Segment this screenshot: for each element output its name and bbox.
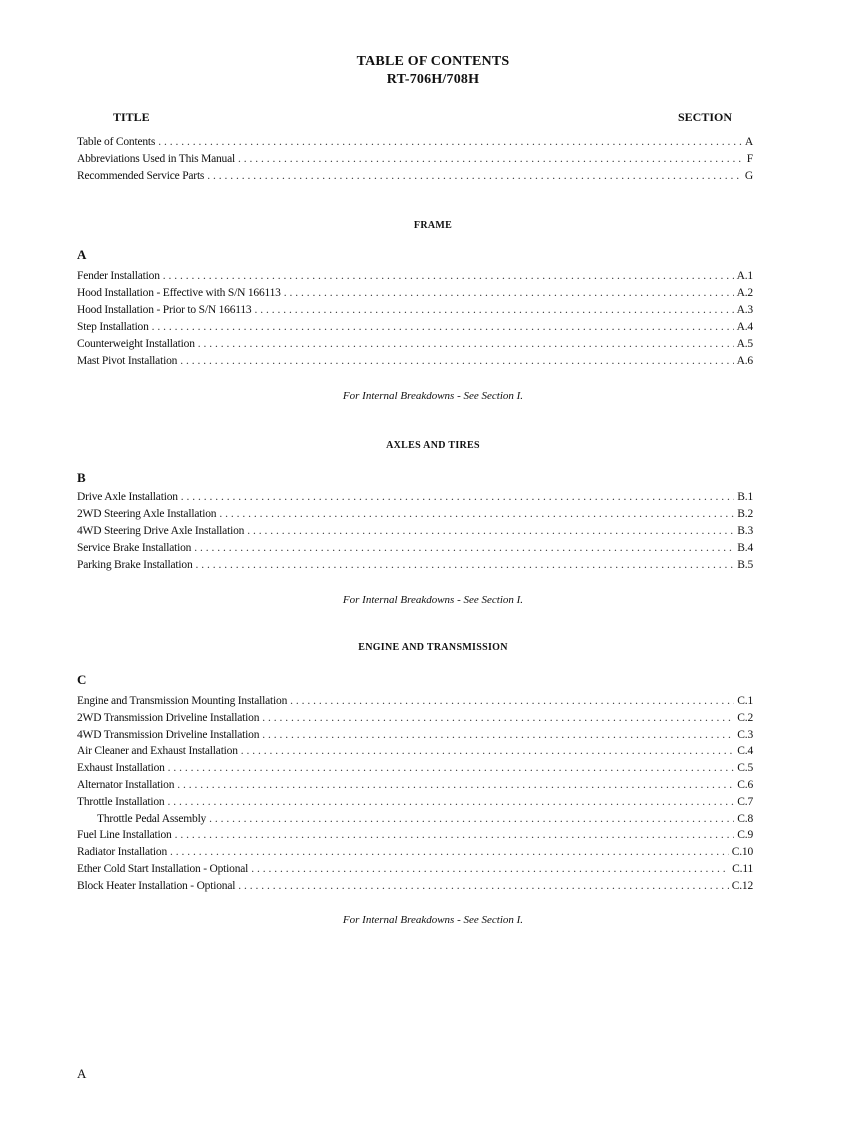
dot-leader [262, 727, 734, 744]
entry-section: C.7 [737, 795, 753, 808]
entry-section: A.5 [736, 338, 753, 350]
dot-leader [180, 353, 733, 370]
entry-section: A.6 [736, 355, 753, 367]
entry-title: Abbreviations Used in This Manual [77, 153, 235, 165]
dot-leader [255, 302, 734, 319]
entry-title: Air Cleaner and Exhaust Installation [77, 745, 238, 758]
section-note: For Internal Breakdowns - See Section I. [342, 594, 524, 606]
entry-title: Hood Installation - Prior to S/N 166113 [77, 304, 252, 316]
entry-title: Table of Contents [77, 136, 156, 148]
entry-title: Exhaust Installation [77, 762, 165, 775]
toc-entry[interactable] [77, 710, 753, 727]
toc-entry[interactable] [77, 743, 753, 760]
dot-leader [238, 878, 729, 895]
entry-title: Recommended Service Parts [77, 170, 205, 182]
section-note: For Internal Breakdowns - See Section I. [342, 390, 524, 402]
toc-entry[interactable] [77, 336, 753, 353]
entry-section: B.1 [737, 491, 753, 503]
entry-title: Engine and Transmission Mounting Installation [77, 695, 288, 707]
dot-leader [168, 760, 735, 777]
dot-leader [167, 794, 734, 811]
entry-title: Mast Pivot Installation [77, 355, 178, 367]
toc-entry[interactable] [77, 285, 753, 302]
section-letter: C [77, 672, 87, 687]
model-number: RT-706H/708H [386, 72, 480, 87]
entry-section: C.5 [737, 762, 753, 775]
entry-section: C.8 [737, 812, 753, 825]
toc-entry[interactable] [77, 523, 753, 540]
dot-leader [219, 506, 734, 523]
document-title: TABLE OF CONTENTS [356, 54, 510, 69]
section-letter: B [77, 470, 86, 485]
toc-entry[interactable] [77, 794, 753, 811]
entry-section: C.10 [731, 846, 753, 859]
entry-section: C.2 [737, 711, 753, 724]
entry-title: 2WD Transmission Driveline Installation [77, 711, 260, 724]
dot-leader [207, 168, 742, 185]
toc-entry[interactable] [77, 134, 753, 151]
toc-entry[interactable] [77, 540, 753, 557]
toc-entry[interactable] [77, 727, 753, 744]
toc-entry[interactable] [77, 844, 753, 861]
entry-title: Step Installation [77, 321, 149, 333]
entry-section: G [744, 170, 753, 182]
entry-title: 4WD Steering Drive Axle Installation [77, 525, 245, 537]
dot-leader [175, 827, 735, 844]
entry-section: A.4 [736, 321, 753, 333]
dot-leader [196, 557, 735, 574]
entry-title: Parking Brake Installation [77, 559, 193, 571]
dot-leader [238, 151, 744, 168]
toc-entry[interactable] [77, 168, 753, 185]
dot-leader [198, 336, 734, 353]
toc-entry[interactable] [77, 760, 753, 777]
dot-leader [241, 743, 735, 760]
dot-leader [158, 134, 742, 151]
dot-leader [290, 693, 734, 710]
entry-title: Fender Installation [77, 270, 160, 282]
entry-section: B.2 [737, 508, 753, 520]
entry-section: F [746, 153, 753, 165]
entry-section: C.9 [737, 829, 753, 842]
entry-title: Drive Axle Installation [77, 491, 178, 503]
toc-entry[interactable] [77, 557, 753, 574]
dot-leader [284, 285, 734, 302]
column-header-section: SECTION [678, 110, 733, 124]
entry-title: Ether Cold Start Installation - Optional [77, 862, 249, 875]
entry-title: Hood Installation - Effective with S/N 166113 [77, 287, 281, 299]
dot-leader [181, 489, 735, 506]
toc-entry[interactable] [77, 827, 753, 844]
entry-section: B.3 [737, 525, 753, 537]
entry-title: Service Brake Installation [77, 542, 192, 554]
section-heading-axles-and-tires: AXLES AND TIRES [386, 440, 480, 451]
entry-title: Throttle Pedal Assembly [97, 812, 207, 825]
dot-leader [194, 540, 734, 557]
section-note: For Internal Breakdowns - See Section I. [342, 914, 524, 926]
entry-title: Block Heater Installation - Optional [77, 879, 236, 892]
toc-entry[interactable] [77, 489, 753, 506]
toc-entry[interactable] [77, 506, 753, 523]
entry-section: C.3 [737, 728, 753, 741]
dot-leader [247, 523, 734, 540]
entry-section: C.12 [731, 879, 753, 892]
section-letter: A [77, 247, 87, 262]
entry-section: C.6 [737, 778, 753, 791]
toc-entry[interactable] [77, 302, 753, 319]
entry-title: 2WD Steering Axle Installation [77, 508, 217, 520]
toc-entry[interactable] [77, 777, 753, 794]
dot-leader [251, 861, 729, 878]
toc-entry[interactable] [77, 878, 753, 895]
section-b-list [77, 489, 753, 574]
dot-leader [262, 710, 734, 727]
toc-entry[interactable] [77, 319, 753, 336]
entry-title: Counterweight Installation [77, 338, 195, 350]
section-heading-engine-and-transmission: ENGINE AND TRANSMISSION [358, 642, 508, 653]
entry-section: A.2 [736, 287, 753, 299]
toc-entry[interactable] [77, 861, 753, 878]
toc-entry[interactable] [77, 151, 753, 168]
dot-leader [177, 777, 734, 794]
section-a-list [77, 268, 753, 370]
entry-title: Fuel Line Installation [77, 829, 172, 842]
entry-title: Radiator Installation [77, 846, 168, 859]
entry-section: A [744, 136, 753, 148]
front-matter-list [77, 134, 753, 185]
entry-section: B.5 [737, 559, 753, 571]
dot-leader [209, 811, 734, 828]
dot-leader [170, 844, 729, 861]
entry-section: A.3 [736, 304, 753, 316]
entry-title: Throttle Installation [77, 795, 165, 808]
entry-title: Alternator Installation [77, 778, 175, 791]
page-number: A [77, 1066, 87, 1081]
dot-leader [152, 319, 734, 336]
toc-entry[interactable] [77, 268, 753, 285]
column-header-title: TITLE [113, 110, 150, 124]
toc-entry[interactable] [77, 353, 753, 370]
toc-entry[interactable] [77, 811, 753, 828]
entry-section: A.1 [736, 270, 753, 282]
toc-entry[interactable] [77, 693, 753, 710]
entry-section: C.4 [737, 745, 753, 758]
dot-leader [163, 268, 734, 285]
entry-title: 4WD Transmission Driveline Installation [77, 728, 260, 741]
entry-section: B.4 [737, 542, 753, 554]
section-heading-frame: FRAME [413, 220, 453, 231]
entry-section: C.11 [732, 862, 753, 875]
entry-section: C.1 [737, 695, 753, 707]
section-c-list [77, 693, 753, 895]
